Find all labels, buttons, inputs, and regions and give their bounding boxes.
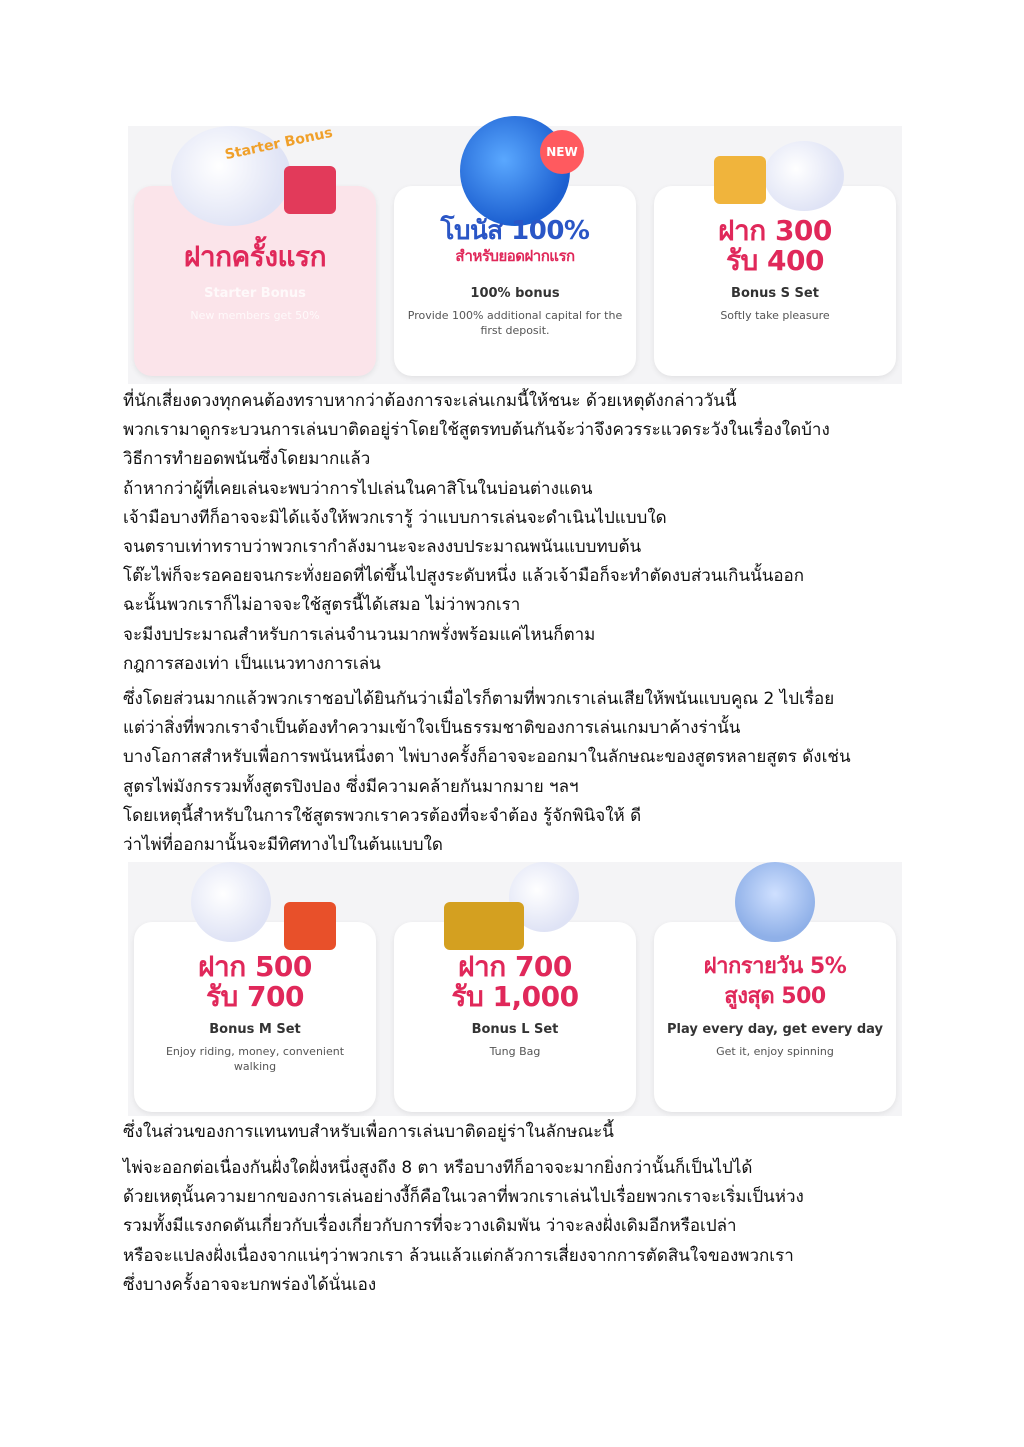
text-line: โต๊ะไพ่ก็จะรอคอยจนกระทั่งยอดที่ได่ขึ้นไปสูงระดับหนึ่ง แล้วเจ้ามือก็จะทำตัดงบส่วนเกินนั้นออก: [123, 566, 805, 587]
promo-text: ฝาก 700: [458, 950, 572, 983]
article-paragraph-2: [123, 685, 923, 860]
card-description: Enjoy riding, money, convenient walking: [165, 1045, 345, 1073]
promo-text: ฝาก 300: [718, 214, 832, 247]
text-line: ด้วยเหตุนั้นความยากของการเล่นอย่างงี้ก็คือในเวลาที่พวกเราเล่นไปเรื่อยพวกเราจะเริ่มเป็นห่วง: [123, 1187, 804, 1208]
promo-subtext: สำหรับยอดฝากแรก: [455, 247, 575, 265]
card-title: Bonus L Set: [471, 1022, 559, 1037]
promo-card-bonus-100[interactable]: [394, 145, 636, 376]
text-line: พวกเรามาดูกระบวนการเล่นบาติดอยู่ร่าโดยใช้สูตรทบต้นกันจ้ะว่าจึงควรระแวดระวังในเรื่องใดบ้าง: [123, 420, 830, 441]
card-title: Bonus S Set: [731, 286, 819, 301]
card-description: Get it, enjoy spinning: [716, 1045, 834, 1058]
gift-box-icon: [714, 156, 766, 204]
promo-headline: [134, 952, 376, 1012]
promo-subtext: รับ 1,000: [451, 980, 579, 1013]
text-line: ฉะนั้นพวกเราก็ไม่อาจจะใช้สูตรนี้ได้เสมอ ไม่ว่าพวกเรา: [123, 595, 521, 616]
snow-mascot-icon: [191, 862, 271, 942]
text-line: ซึ่งบางครั้งอาจจะบกพร่องได้นั่นเอง: [123, 1274, 377, 1295]
promo-headline: [394, 952, 636, 1012]
promo-banner-bottom: [128, 862, 902, 1116]
ram-mascot-icon: [735, 862, 815, 942]
text-line: วิธีการทำยอดพนันซึ่งโดยมากแล้ว: [123, 449, 371, 470]
promo-banner-top: [128, 126, 902, 384]
article-paragraph-4: [123, 1154, 923, 1300]
promo-headline: [134, 242, 376, 272]
card-title: Starter Bonus: [204, 286, 306, 301]
promo-card-bonus-m[interactable]: [134, 922, 376, 1112]
text-line: จนตราบเท่าทราบว่าพวกเรากำลังมานะจะลงงบประมาณพนันแบบทบต้น: [123, 537, 642, 558]
promo-headline: [654, 216, 896, 276]
card-description: Tung Bag: [489, 1045, 541, 1058]
promo-card-starter[interactable]: [134, 124, 376, 376]
promo-text: ฝากครั้งแรก: [183, 240, 327, 273]
promo-headline: [394, 216, 636, 266]
text-line: ซึ่งในส่วนของการแทนทบสำหรับเพื่อการเล่นบาติดอยู่ร่าในลักษณะนี้: [123, 1122, 614, 1142]
promo-text: ฝาก 500: [198, 950, 312, 983]
text-line: ไพ่จะออกต่อเนื่องกันฝั่งใดฝั่งหนึ่งสูงถึง 8 ตา หรือบางทีก็อาจจะมากยิ่งกว่านั้นก็เป็นไปได้: [123, 1158, 753, 1178]
promo-subtext: รับ 700: [205, 980, 304, 1013]
text-line: รวมทั้งมีแรงกดดันเกี่ยวกับเรื่องเกี่ยวกับการที่จะวางเดิมพัน ว่าจะลงฝั่งเดิมอีกหรือเปล่า: [123, 1216, 737, 1237]
promo-card-daily[interactable]: [654, 922, 896, 1112]
starter-ribbon: Starter Bonus: [223, 124, 335, 164]
text-line: แต่ว่าสิ่งที่พวกเราจำเป็นต้องทำความเข้าใจเป็นธรรมชาติของการเล่นเกมบาค้างร่านั้น: [123, 718, 741, 739]
ghost-mascot-icon: [764, 141, 844, 211]
card-title: 100% bonus: [470, 286, 560, 301]
promo-card-bonus-s[interactable]: [654, 186, 896, 376]
card-description: Softly take pleasure: [720, 309, 830, 322]
promo-text: โบนัส 100%: [440, 216, 590, 246]
text-line: ว่าไพ่ที่ออกมานั้นจะมีทิศทางไปในต้นแบบใด: [123, 835, 443, 856]
text-line: กฎการสองเท่า เป็นแนวทางการเล่น: [123, 653, 381, 674]
card-title: Bonus M Set: [209, 1022, 301, 1037]
text-line: หรือจะแปลงฝั่งเนื่องจากแน่ๆว่าพวกเรา ล้วนแล้วแต่กลัวการเสี่ยงจากการตัดสินใจของพวกเรา: [123, 1245, 794, 1266]
gift-box-icon: [284, 902, 336, 950]
card-description: New members get 50%: [190, 309, 320, 322]
gift-pile-icon: [444, 902, 524, 950]
text-line: บางโอกาสสำหรับเพื่อการพนันหนึ่งตา ไพ่บางครั้งก็อาจจะออกมาในลักษณะของสูตรหลายสูตร ดังเช่น: [123, 747, 851, 768]
article-paragraph-3: [123, 1118, 923, 1147]
promo-subtext: รับ 400: [725, 244, 824, 277]
promo-card-bonus-l[interactable]: [394, 922, 636, 1112]
gift-box-icon: [284, 166, 336, 214]
text-line: โดยเหตุนี้สำหรับในการใช้สูตรพวกเราควรต้องที่จะจำต้อง รู้จักพินิจให้ ดี: [123, 805, 642, 826]
new-badge: NEW: [540, 130, 584, 174]
text-line: สูตรไพ่มังกรรวมทั้งสูตรปิงปอง ซึ่งมีความคล้ายกันมากมาย ฯลฯ: [123, 776, 579, 797]
text-line: ที่นักเสี่ยงดวงทุกคนต้องทราบหากว่าต้องการจะเล่นเกมนี้ให้ชนะ ด้วยเหตุดังกล่าววันนี้: [123, 391, 737, 411]
text-line: ซึ่งโดยส่วนมากแล้วพวกเราชอบได้ยินกันว่าเมื่อไรก็ตามที่พวกเราเล่นเสียให้พนันแบบคูณ 2 ไปเรื่อย: [123, 689, 835, 709]
text-line: ถ้าหากว่าผู้ที่เคยเล่นจะพบว่าการไปเล่นในคาสิโนในบ่อนต่างแดน: [123, 478, 593, 499]
article-paragraph-1: [123, 387, 923, 679]
card-description: Provide 100% additional capital for the first deposit.: [407, 309, 623, 337]
text-line: เจ้ามือบางทีก็อาจจะมิได้แจ้งให้พวกเรารู้ ว่าแบบการเล่นจะดำเนินไปแบบใด: [123, 507, 667, 528]
promo-headline: [654, 952, 896, 1012]
card-title: Play every day, get every day: [666, 1022, 884, 1037]
promo-text: ฝากรายวัน 5%: [703, 954, 847, 979]
promo-subtext: สูงสุด 500: [724, 984, 826, 1009]
text-line: จะมีงบประมาณสำหรับการเล่นจำนวนมากพรั่งพร้อมแค่ไหนก็ตาม: [123, 624, 596, 645]
